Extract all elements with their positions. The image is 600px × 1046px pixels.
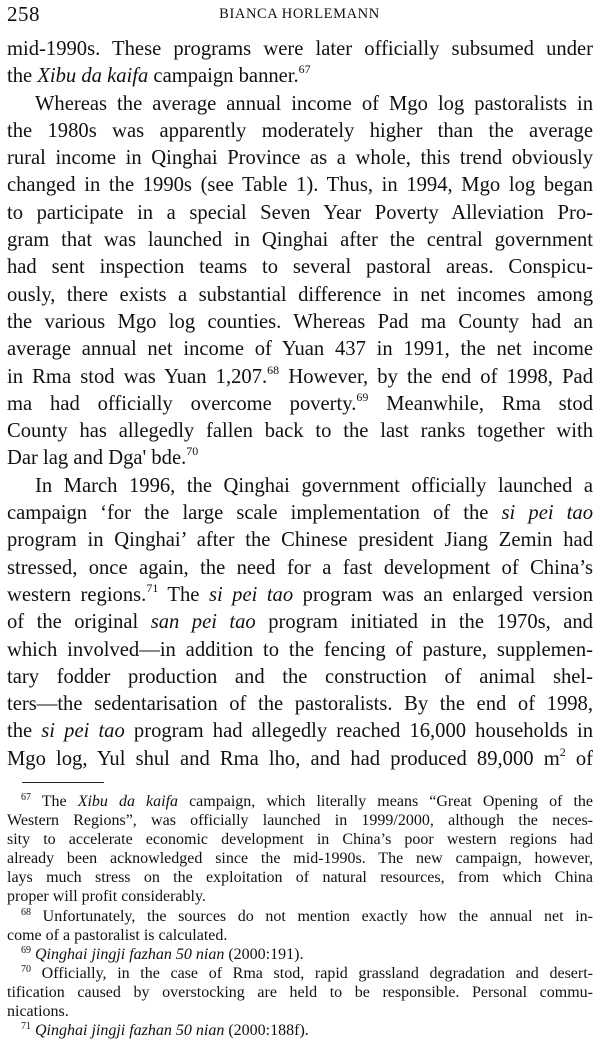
- body-text: [7, 36, 593, 773]
- text-run: which involved—in addition to the fencing of pasture, supplemen-: [7, 638, 593, 661]
- text-run: rural income in Qinghai Province as a whole, this trend obviously: [7, 147, 593, 170]
- body-line: [7, 609, 593, 636]
- body-line: [7, 473, 593, 500]
- italic-term: si pei tao: [208, 583, 294, 606]
- italic-term: si pei tao: [41, 720, 125, 743]
- text-run: ously, there exists a substantial difference in net incomes among: [7, 283, 593, 306]
- italic-term: Xibu da kaifa: [37, 65, 149, 88]
- text-run: The: [31, 793, 78, 810]
- text-run: to participate in a special Seven Year Poverty Alleviation Pro-: [7, 201, 593, 224]
- text-run: sity to accelerate economic development in China’s poor western regions had: [7, 831, 593, 849]
- body-line: [7, 527, 593, 554]
- text-run: (2000:191).: [224, 945, 304, 963]
- footnote-line: [7, 1021, 593, 1040]
- text-run: already been acknowledged since the mid-1990s. The new campaign, however,: [7, 850, 593, 868]
- text-run: program in Qinghai’ after the Chinese president Jiang Zemin had: [7, 529, 593, 552]
- body-line: [7, 582, 593, 609]
- body-line: [7, 418, 593, 445]
- text-run: The: [158, 583, 209, 606]
- footnote-marker: 69: [356, 389, 369, 404]
- body-line: [7, 91, 593, 118]
- body-line: [7, 445, 593, 472]
- text-run: Meanwhile, Rma stod: [368, 392, 593, 415]
- footnote-marker: 67: [298, 62, 311, 77]
- text-run: program was an enlarged version: [293, 583, 593, 606]
- text-run: campaign, which literally means “Great Opening of the: [178, 793, 593, 810]
- footnote-line: [7, 830, 593, 849]
- footnote-marker: 68: [267, 362, 280, 377]
- text-run: (2000:188f).: [224, 1022, 309, 1040]
- text-run: gram that was launched in Qinghai after the central government: [7, 229, 593, 252]
- footnotes: [7, 792, 593, 1040]
- text-run: campaign ‘for the large scale implementation of the: [7, 502, 502, 525]
- body-line: [7, 364, 593, 391]
- text-run: Officially, in the case of Rma stod, rapid grassland degradation and desert-: [31, 964, 593, 982]
- footnote-separator: [22, 782, 104, 783]
- footnote-marker: 69: [21, 944, 31, 956]
- text-run: of the original: [7, 611, 151, 634]
- body-line: [7, 718, 593, 745]
- text-run: program initiated in the 1970s, and: [255, 611, 593, 634]
- text-run: Mgo log, Yul shul and Rma lho, and had produced 89,000 m: [7, 747, 560, 770]
- body-line: [7, 664, 593, 691]
- text-run: the: [7, 65, 38, 88]
- footnote-line: [7, 811, 593, 830]
- body-line: [7, 309, 593, 336]
- text-run: the 1980s was apparently moderately higher than the average: [7, 119, 593, 142]
- text-run: Western Regions”, was officially launched in 1999/2000, although the neces-: [7, 812, 593, 830]
- text-run: lays much stress on the exploitation of natural resources, from which China: [7, 869, 593, 887]
- text-run: tification caused by overstocking are held to be responsible. Personal commu-: [7, 983, 593, 1001]
- footnote-line: [7, 868, 593, 887]
- body-line: [7, 637, 593, 664]
- footnote-marker: 67: [21, 792, 31, 803]
- text-run: changed in the 1990s (see Table 1). Thus, in 1994, Mgo log began: [7, 174, 593, 197]
- text-run: ters—the sedentarisation of the pastoralists. By the end of 1998,: [7, 693, 593, 716]
- footnote-marker: 70: [186, 444, 199, 459]
- footnote-line: [7, 964, 593, 983]
- page-number: 258: [7, 2, 40, 26]
- footnote-line: [7, 945, 593, 964]
- text-run: County has allegedly fallen back to the last ranks together with: [7, 420, 593, 443]
- footnote-marker: 2: [559, 744, 566, 759]
- body-line: [7, 63, 593, 90]
- body-line: [7, 746, 593, 773]
- text-run: proper will profit considerably.: [7, 888, 206, 906]
- text-run: the: [7, 720, 42, 743]
- footnote-marker: 71: [146, 580, 159, 595]
- body-line: [7, 555, 593, 582]
- footnote-marker: 71: [21, 1021, 31, 1033]
- text-run: come of a pastoralist is calculated.: [7, 926, 228, 944]
- page-header: [7, 2, 592, 26]
- text-run: nications.: [7, 1003, 69, 1021]
- text-run: of: [565, 747, 593, 770]
- text-run: western regions.: [7, 583, 147, 606]
- body-line: [7, 500, 593, 527]
- body-line: [7, 336, 593, 363]
- italic-term: san pei tao: [150, 611, 256, 634]
- text-run: campaign banner.: [148, 65, 299, 88]
- body-line: [7, 282, 593, 309]
- text-run: tary fodder production and the construction of animal shel-: [7, 665, 593, 688]
- footnote-marker: 70: [21, 963, 31, 975]
- footnote-line: [7, 926, 593, 945]
- footnote-marker: 68: [21, 906, 31, 918]
- footnote-line: [7, 907, 593, 926]
- text-run: Dar lag and Dga' bde.: [7, 447, 187, 470]
- text-run: stressed, once again, the need for a fast development of China’s: [7, 556, 593, 579]
- body-line: [7, 691, 593, 718]
- text-run: ma had officially overcome poverty.: [7, 392, 357, 415]
- italic-term: si pei tao: [501, 502, 593, 525]
- italic-term: Qinghai jingji fazhan 50 nian: [35, 945, 225, 963]
- running-head: BIANCA HORLEMANN: [219, 6, 380, 22]
- body-line: [7, 145, 593, 172]
- body-line: [7, 200, 593, 227]
- body-line: [7, 254, 593, 281]
- text-run: Whereas the average annual income of Mgo log pastoralists in: [35, 92, 593, 115]
- text-run: average annual net income of Yuan 437 in 1991, the net income: [7, 338, 593, 361]
- text-run: had sent inspection teams to several pastoral areas. Conspicu-: [7, 256, 593, 279]
- text-run: mid-1990s. These programs were later officially subsumed under: [7, 38, 593, 60]
- footnote-line: [7, 983, 593, 1002]
- body-line: [7, 118, 593, 145]
- italic-term: Xibu da kaifa: [77, 793, 179, 810]
- text-run: In March 1996, the Qinghai government officially launched a: [35, 474, 593, 497]
- body-line: [7, 227, 593, 254]
- footnote-line: [7, 849, 593, 868]
- text-run: the various Mgo log counties. Whereas Pad ma County had an: [7, 310, 593, 333]
- footnote-line: [7, 1002, 593, 1021]
- text-run: However, by the end of 1998, Pad: [279, 365, 593, 388]
- text-run: program had allegedly reached 16,000 households in: [124, 720, 594, 743]
- footnote-line: [7, 792, 593, 811]
- body-line: [7, 391, 593, 418]
- body-line: [7, 36, 593, 63]
- body-line: [7, 172, 593, 199]
- text-run: in Rma stod was Yuan 1,207.: [7, 365, 268, 388]
- text-run: Unfortunately, the sources do not mention exactly how the annual net in-: [31, 907, 593, 925]
- italic-term: Qinghai jingji fazhan 50 nian: [35, 1022, 225, 1040]
- footnote-line: [7, 887, 593, 906]
